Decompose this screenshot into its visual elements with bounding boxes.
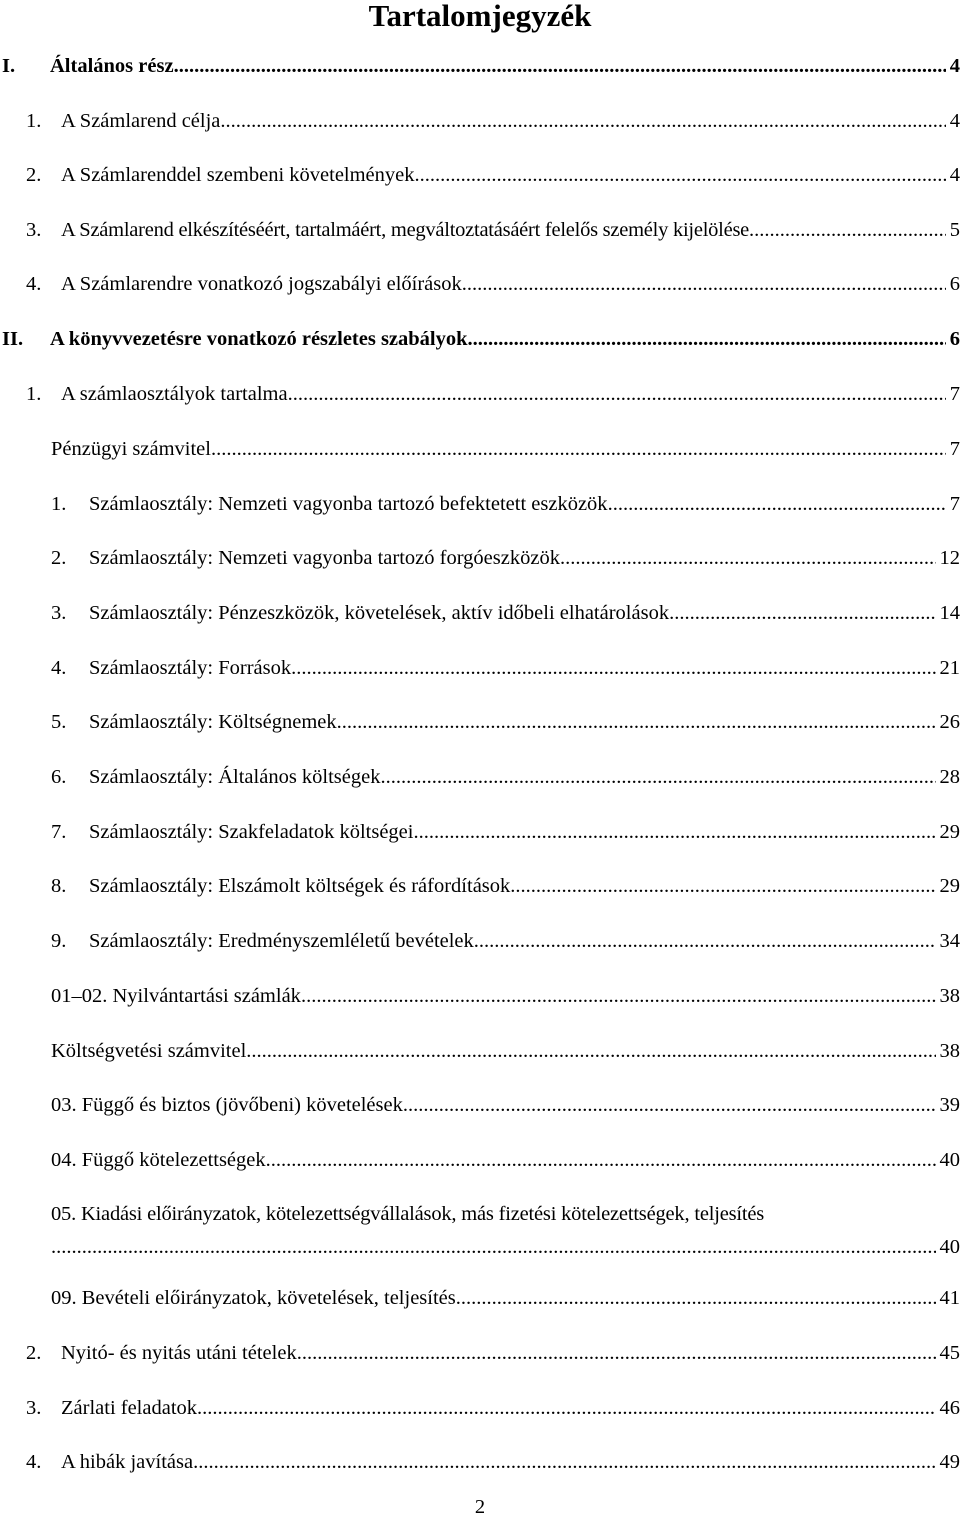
- toc-entry-page: 5: [949, 219, 960, 241]
- toc-entry[interactable]: [51, 1038, 960, 1064]
- toc-entry-page: 4: [949, 55, 960, 77]
- toc-entry-label: 01–02. Nyilvántartási számlák: [51, 985, 301, 1007]
- toc-leader-dots: [510, 873, 935, 899]
- toc-entry-number: 2.: [26, 164, 42, 186]
- toc-entry[interactable]: [26, 1340, 960, 1366]
- toc-leader-dots: [560, 545, 936, 571]
- toc-entry-label: Nyitó- és nyitás utáni tételek: [61, 1342, 297, 1364]
- toc-entry-label: A hibák javítása: [61, 1451, 194, 1473]
- toc-entry-label: Számlaosztály: Források: [89, 657, 292, 679]
- toc-entry[interactable]: [51, 819, 960, 845]
- toc-leader-dots: [197, 1395, 935, 1421]
- toc-entry-page: 45: [939, 1342, 960, 1364]
- toc-entry-page: 40: [939, 1149, 960, 1171]
- toc-entry-label: Számlaosztály: Nemzeti vagyonba tartozó forgóeszközök: [89, 547, 560, 569]
- toc-entry-label: Zárlati feladatok: [61, 1397, 198, 1419]
- toc-leader-dots: [193, 1449, 935, 1475]
- toc-entry-page: 46: [939, 1397, 960, 1419]
- toc-entry-label: Számlaosztály: Költségnemek: [89, 711, 337, 733]
- toc-entry-label: Általános rész: [50, 55, 174, 77]
- toc-entry-label: A Számlarenddel szembeni követelmények: [61, 164, 415, 186]
- toc-leader-dots: [211, 436, 946, 462]
- toc-entry-page: 29: [939, 821, 960, 843]
- toc-entry-number: 4.: [26, 1451, 42, 1473]
- toc-entry-page: 28: [939, 766, 960, 788]
- toc-entry-label: Számlaosztály: Szakfeladatok költségei: [89, 821, 414, 843]
- toc-entry-page: 39: [939, 1094, 960, 1116]
- toc-leader-dots: [291, 655, 935, 681]
- toc-entry-page: 14: [939, 602, 960, 624]
- toc-entry-section-2[interactable]: [2, 326, 960, 352]
- toc-entry-label: Költségvetési számvitel: [51, 1040, 247, 1062]
- toc-entry-number: 8.: [51, 875, 67, 897]
- toc-entry-page: 4: [949, 164, 960, 186]
- toc-entry-page: 6: [949, 328, 960, 350]
- toc-leader-dots: [468, 326, 946, 352]
- toc-entry[interactable]: [51, 491, 960, 517]
- toc-entry-number: 4.: [26, 273, 42, 295]
- toc-entry[interactable]: [51, 1147, 960, 1173]
- toc-entry[interactable]: [26, 1395, 960, 1421]
- toc-leader-dots: [220, 108, 945, 134]
- toc-entry[interactable]: [51, 709, 960, 735]
- toc-entry-page: 21: [939, 657, 960, 679]
- toc-entry-number: 1.: [26, 110, 42, 132]
- toc-entry-number: 3.: [26, 219, 42, 241]
- toc-entry-page: 34: [939, 930, 960, 952]
- page-title: Tartalomjegyzék: [368, 0, 592, 33]
- toc-leader-dots: [456, 1285, 936, 1311]
- toc-entry[interactable]: [51, 545, 960, 571]
- toc-entry-label: Számlaosztály: Eredményszemléletű bevételek: [89, 930, 474, 952]
- toc-entry-label: 05. Kiadási előirányzatok, kötelezettségvállalások, más fizetési kötelezettségek, teljesítés: [51, 1203, 765, 1225]
- toc-entry[interactable]: [26, 162, 960, 188]
- toc-entry-number: 3.: [26, 1397, 42, 1419]
- toc-leader-dots: [266, 1147, 936, 1173]
- toc-entry-number: 9.: [51, 930, 67, 952]
- toc-entry-label: Számlaosztály: Általános költségek: [89, 766, 381, 788]
- toc-leader-dots: [337, 709, 936, 735]
- toc-entry-page: 38: [939, 985, 960, 1007]
- toc-entry-section-1[interactable]: [2, 53, 960, 79]
- toc-entry[interactable]: [51, 655, 960, 681]
- toc-entry-page: 29: [939, 875, 960, 897]
- toc-entry-page: 7: [949, 383, 960, 405]
- toc-leader-dots: [380, 764, 935, 790]
- toc-entry[interactable]: [51, 436, 960, 462]
- toc-leader-dots: [51, 1234, 936, 1260]
- toc-entry-page: 49: [939, 1451, 960, 1473]
- toc-entry-label: Számlaosztály: Pénzeszközök, követelések, aktív időbeli elhatárolások: [89, 602, 670, 624]
- toc-entry-multiline[interactable]: [51, 1201, 960, 1260]
- toc-entry[interactable]: [51, 983, 960, 1009]
- toc-leader-dots: [608, 491, 946, 517]
- toc-entry-label: A Számlarendre vonatkozó jogszabályi előírások: [61, 273, 462, 295]
- toc-entry-number: 4.: [51, 657, 67, 679]
- toc-leader-dots: [749, 217, 946, 243]
- toc-entry[interactable]: [26, 381, 960, 407]
- toc-entry-page: 12: [939, 547, 960, 569]
- toc-entry-label: A könyvvezetésre vonatkozó részletes szabályok: [50, 328, 468, 350]
- toc-leader-dots: [669, 600, 935, 626]
- toc-entry-number: I.: [2, 55, 16, 77]
- toc-leader-dots: [301, 983, 936, 1009]
- toc-entry-label: 09. Bevételi előirányzatok, követelések, teljesítés: [51, 1287, 456, 1309]
- toc-leader-dots: [403, 1092, 936, 1118]
- toc-leader-dots: [288, 381, 946, 407]
- toc-entry-label: Pénzügyi számvitel: [51, 438, 211, 460]
- toc-entry[interactable]: [51, 1285, 960, 1311]
- toc-entry-number: 2.: [51, 547, 67, 569]
- toc-entry-label: A Számlarend elkészítéséért, tartalmáért, megváltoztatásáért felelős személy kijelölése: [61, 219, 750, 241]
- toc-leader-dots: [297, 1340, 936, 1366]
- toc-entry[interactable]: [51, 600, 960, 626]
- toc-entry-page: 4: [949, 110, 960, 132]
- page-number: 2: [474, 1496, 486, 1518]
- toc-entry[interactable]: [26, 217, 960, 243]
- toc-entry-page: 41: [939, 1287, 960, 1309]
- toc-leader-dots: [415, 162, 946, 188]
- toc-leader-dots: [246, 1038, 935, 1064]
- toc-leader-dots: [174, 53, 946, 79]
- toc-entry-page: 26: [939, 711, 960, 733]
- toc-entry-number: 5.: [51, 711, 67, 733]
- toc-entry-label: 03. Függő és biztos (jövőbeni) követelések: [51, 1094, 403, 1116]
- toc-leader-dots: [474, 928, 936, 954]
- toc-entry[interactable]: [51, 873, 960, 899]
- toc-entry[interactable]: [26, 1449, 960, 1475]
- toc-entry-page: 40: [939, 1236, 960, 1258]
- toc-entry-number: 1.: [51, 493, 67, 515]
- toc-entry-label: Számlaosztály: Elszámolt költségek és ráfordítások: [89, 875, 511, 897]
- toc-entry-number: 6.: [51, 766, 67, 788]
- toc-entry[interactable]: [51, 928, 960, 954]
- toc-entry-number: II.: [2, 328, 24, 350]
- toc-entry-label: 04. Függő kötelezettségek: [51, 1149, 266, 1171]
- toc-leader-dots: [462, 271, 946, 297]
- toc-entry-label: A számlaosztályok tartalma: [61, 383, 288, 405]
- toc-entry-page: 38: [939, 1040, 960, 1062]
- toc-entry-label: A Számlarend célja: [61, 110, 221, 132]
- toc-entry-label: Számlaosztály: Nemzeti vagyonba tartozó befektetett eszközök: [89, 493, 608, 515]
- toc-entry-page: 6: [949, 273, 960, 295]
- toc-leader-dots: [413, 819, 935, 845]
- toc-entry[interactable]: [51, 1092, 960, 1118]
- toc-entry-number: 1.: [26, 383, 42, 405]
- toc-entry[interactable]: [26, 108, 960, 134]
- toc-entry[interactable]: [51, 764, 960, 790]
- toc-entry-number: 3.: [51, 602, 67, 624]
- toc-entry[interactable]: [26, 271, 960, 297]
- toc-entry-page: 7: [949, 438, 960, 460]
- toc-entry-number: 2.: [26, 1342, 42, 1364]
- toc-entry-number: 7.: [51, 821, 67, 843]
- toc-entry-page: 7: [949, 493, 960, 515]
